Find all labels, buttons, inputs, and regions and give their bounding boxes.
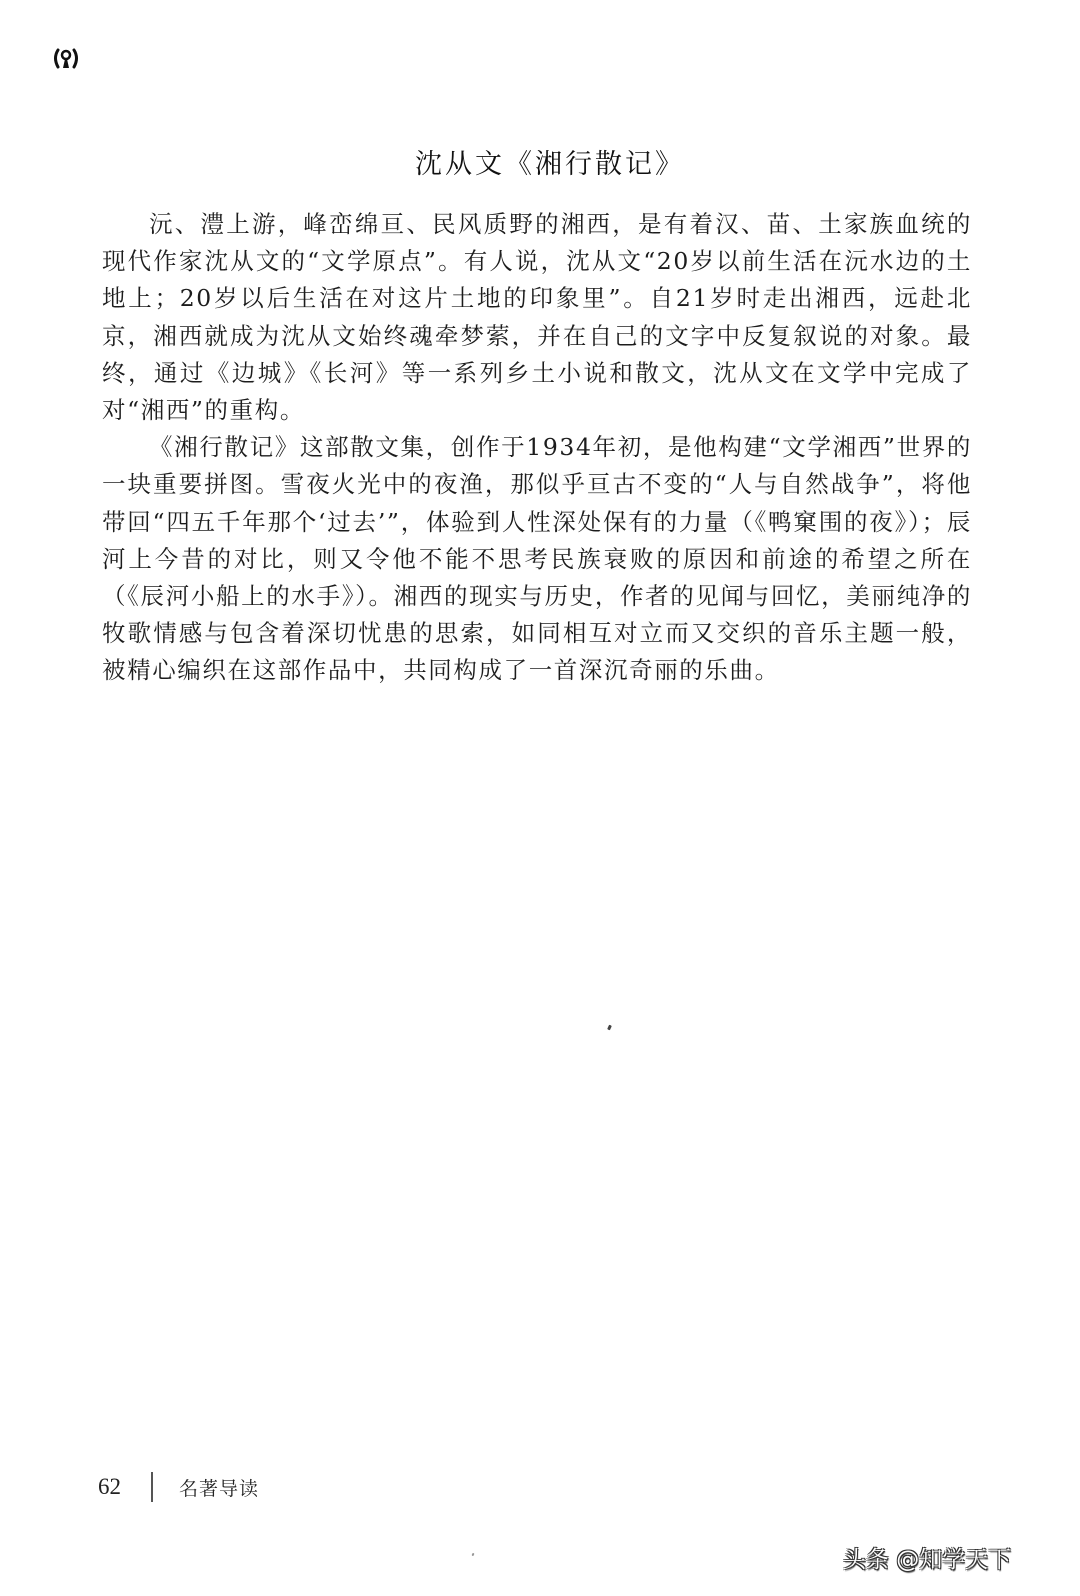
article-body <box>102 206 972 690</box>
radio-tower-icon <box>52 47 80 71</box>
watermark: 头条 @知学天下 <box>843 1547 1012 1573</box>
paragraph-1: 沅、澧上游，峰峦绵亘、民风质野的湘西，是有着汉、苗、土家族血统的现代作家沈从文的“文学原点”。有人说，沈从文“20岁以前生活在沅水边的土地上；20岁以后生活在对这片土地的印象里”。自21岁时走出湘西，远赴北京，湘西就成为沈从文始终魂牵梦萦，并在自己的文字中反复叙说的对象。最终，通过《边城》《长河》等一系列乡土小说和散文，沈从文在文学中完成了对“湘西”的重构。 <box>102 210 972 425</box>
paragraph-2: 《湘行散记》这部散文集，创作于1934年初，是他构建“文学湘西”世界的一块重要拼图。雪夜火光中的夜渔，那似乎亘古不变的“人与自然战争”，将他带回“四五千年那个‘过去’”，体验到人性深处保有的力量（《鸭窠围的夜》）；辰河上今昔的对比，则又令他不能不思考民族衰败的原因和前途的希望之所在（《辰河小船上的水手》）。湘西的现实与历史，作者的见闻与回忆，美丽纯净的牧歌情感与包含着深切忧患的思索，如同相互对立而又交织的音乐主题一般，被精心编织在这部作品中，共同构成了一首深沉奇丽的乐曲。 <box>102 433 972 685</box>
scan-speck <box>607 1025 612 1031</box>
scan-speck <box>471 1553 474 1557</box>
footer-divider <box>151 1472 153 1502</box>
article-title: 沈从文《湘行散记》 <box>415 149 685 180</box>
page-number: 62 <box>98 1474 121 1499</box>
book-title: 名著导读 <box>179 1477 260 1500</box>
page-footer <box>98 1472 259 1502</box>
